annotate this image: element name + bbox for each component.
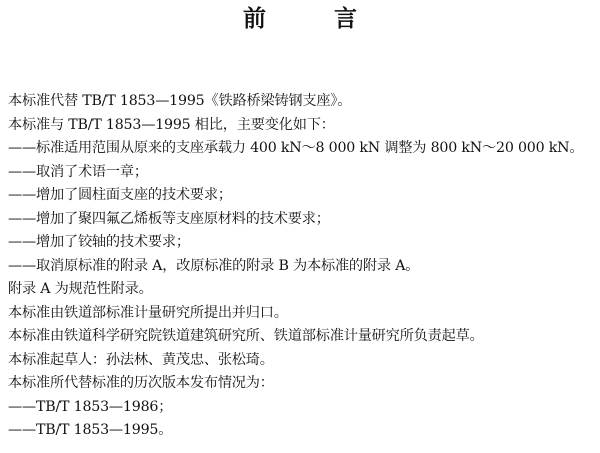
paragraph-history-intro: 本标准所代替标准的历次版本发布情况为： (8, 375, 274, 391)
paragraph-appendix-normative: 附录 A 为规范性附录。 (8, 281, 153, 297)
paragraph-proposed-by: 本标准由铁道部标准计量研究所提出并归口。 (8, 304, 288, 321)
change-item-terms: ——取消了术语一章； (8, 163, 148, 180)
change-item-scope: ——标准适用范围从原来的支座承载力 400 kN～8 000 kN 调整为 800 kN～20 000 kN。 (8, 140, 584, 156)
history-item-1995: ——TB/T 1853—1995。 (8, 422, 173, 438)
page-title: 前 言 (242, 6, 387, 32)
history-item-1986: ——TB/T 1853—1986； (8, 398, 173, 415)
paragraph-changes-intro: 本标准与 TB/T 1853—1995 相比，主要变化如下： (8, 116, 335, 133)
change-item-appendix: ——取消原标准的附录 A，改原标准的附录 B 为本标准的附录 A。 (8, 257, 420, 274)
change-item-cylindrical-bearing: ——增加了圆柱面支座的技术要求； (8, 187, 232, 203)
paragraph-replaces: 本标准代替 TB/T 1853—1995《铁路桥梁铸钢支座》。 (8, 93, 352, 109)
change-item-ptfe-materials: ——增加了聚四氟乙烯板等支座原材料的技术要求； (8, 210, 330, 227)
change-item-hinge-shaft: ——增加了铰轴的技术要求； (8, 234, 190, 250)
paragraph-drafted-by: 本标准由铁道科学研究院铁道建筑研究所、铁道部标准计量研究所负责起草。 (8, 328, 484, 344)
paragraph-drafters: 本标准起草人：孙法林、黄茂忠、张松琦。 (8, 351, 274, 368)
body-text (8, 90, 594, 443)
